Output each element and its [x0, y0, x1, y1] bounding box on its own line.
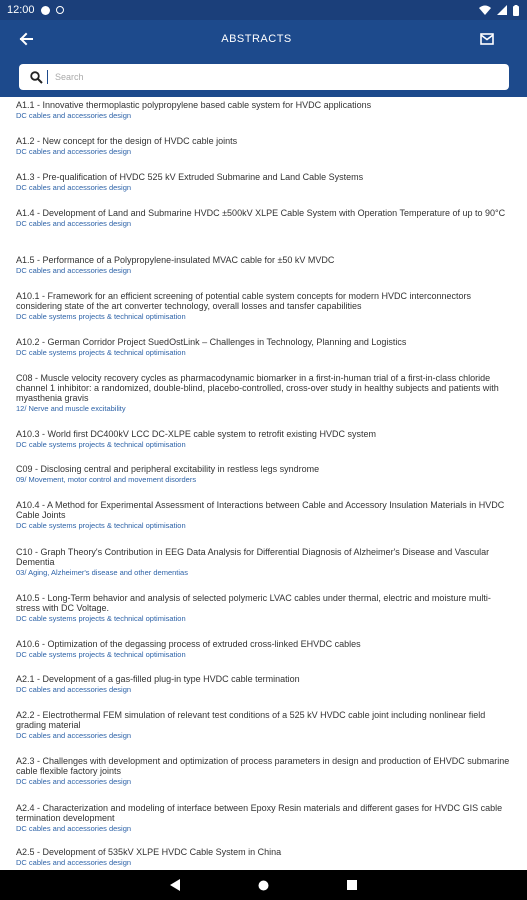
abstract-title: A10.5 - Long-Term behavior and analysis of selected polymeric LVAC cables under thermal, electric and moisture multi-stress with DC Voltage. [16, 593, 491, 613]
abstract-category: 03/ Aging, Alzheimer's disease and other dementias [16, 568, 188, 577]
wifi-icon [479, 5, 491, 15]
abstract-list-item[interactable] [0, 337, 527, 358]
abstract-title: A1.4 - Development of Land and Submarine HVDC ±500kV XLPE Cable System with Operation Temperature of up to 90°C [16, 208, 506, 218]
abstract-title: C10 - Graph Theory's Contribution in EEG Data Analysis for Differential Diagnosis of Alzheimer's Disease and Vascular Dementia [16, 547, 490, 567]
back-button[interactable] [6, 20, 46, 57]
nav-home-button[interactable] [254, 875, 274, 895]
abstract-list-item[interactable] [0, 639, 527, 660]
nav-back-button[interactable] [166, 875, 186, 895]
abstract-category: DC cables and accessories design [16, 266, 132, 275]
abstract-list-item[interactable] [0, 373, 527, 414]
mail-icon [480, 33, 494, 45]
abstract-list-item[interactable] [0, 756, 527, 787]
abstract-title: A2.3 - Challenges with development and optimization of process parameters in design and production of EHVDC submarine cable flexible factory joints [16, 756, 510, 776]
abstract-category: DC cables and accessories design [16, 824, 132, 833]
search-bar-container [0, 57, 527, 97]
abstract-title: A1.3 - Pre-qualification of HVDC 525 kV Extruded Submarine and Land Cable Systems [16, 172, 364, 182]
abstract-title: A2.2 - Electrothermal FEM simulation of relevant test conditions of a 525 kV HVDC cable joint including nonlinear field grading material [16, 710, 486, 730]
abstract-category: DC cables and accessories design [16, 183, 132, 192]
page-title: ABSTRACTS [221, 32, 292, 45]
abstract-category: DC cables and accessories design [16, 858, 132, 867]
abstract-list-item[interactable] [0, 500, 527, 531]
abstract-title: C08 - Muscle velocity recovery cycles as pharmacodynamic biomarker in a first-in-human trial of a first-in-class chloride channel 1 inhibitor: a randomized, double-blind, placebo-controlled, cross-over study in healthy subjects and patients with myasthenia gravis [16, 373, 499, 403]
abstract-category: DC cables and accessories design [16, 731, 132, 740]
abstract-list-item[interactable] [0, 255, 527, 276]
abstract-category: DC cable systems projects & technical optimisation [16, 440, 186, 449]
abstract-category: 12/ Nerve and muscle excitability [16, 404, 126, 413]
abstract-title: A10.1 - Framework for an efficient screening of potential cable system concepts for modern HVDC interconnectors considering state of the art converter technology, overall losses and tansfer capabilities [16, 291, 472, 311]
sync-icon [56, 6, 64, 14]
abstract-list-item[interactable] [0, 803, 527, 834]
abstract-title: A2.5 - Development of 535kV XLPE HVDC Cable System in China [16, 847, 282, 857]
search-icon [25, 71, 47, 84]
abstract-title: A2.4 - Characterization and modeling of interface between Epoxy Resin materials and different gases for HVDC GIS cable termination development [16, 803, 503, 823]
text-cursor [47, 70, 48, 84]
square-recent-icon [347, 880, 357, 890]
abstract-list-item[interactable] [0, 593, 527, 624]
abstract-category: DC cable systems projects & technical optimisation [16, 614, 186, 623]
abstract-title: A10.3 - World first DC400kV LCC DC-XLPE cable system to retrofit existing HVDC system [16, 429, 376, 439]
abstract-title: A10.6 - Optimization of the degassing process of extruded cross-linked EHVDC cables [16, 639, 361, 649]
triangle-back-icon [170, 879, 181, 891]
abstract-list-item[interactable] [0, 429, 527, 450]
abstract-title: A2.1 - Development of a gas-filled plug-in type HVDC cable termination [16, 674, 300, 684]
abstract-category: DC cables and accessories design [16, 147, 132, 156]
abstract-list-item[interactable] [0, 100, 527, 121]
abstract-title: A10.4 - A Method for Experimental Assessment of Interactions between Cable and Accessory Insulation Materials in HVDC Cable Joints [16, 500, 505, 520]
abstract-list-item[interactable] [0, 710, 527, 741]
abstract-list-item[interactable] [0, 136, 527, 157]
abstract-category: 09/ Movement, motor control and movement disorders [16, 475, 197, 484]
nav-recent-button[interactable] [342, 875, 362, 895]
abstract-category: DC cable systems projects & technical optimisation [16, 348, 186, 357]
abstract-list-item[interactable] [0, 208, 527, 229]
abstract-category: DC cables and accessories design [16, 777, 132, 786]
abstract-list-item[interactable] [0, 547, 527, 578]
abstract-list-item[interactable] [0, 291, 527, 322]
abstract-category: DC cables and accessories design [16, 111, 132, 120]
abstract-list-item[interactable] [0, 464, 527, 485]
abstract-title: A1.5 - Performance of a Polypropylene-insulated MVAC cable for ±50 kV MVDC [16, 255, 335, 265]
abstract-category: DC cables and accessories design [16, 685, 132, 694]
abstract-title: C09 - Disclosing central and peripheral excitability in restless legs syndrome [16, 464, 320, 474]
abstract-category: DC cables and accessories design [16, 219, 132, 228]
abstract-title: A10.2 - German Corridor Project SuedOstLink – Challenges in Technology, Planning and Logistics [16, 337, 407, 347]
cellular-signal-icon [497, 5, 507, 15]
search-box[interactable] [19, 64, 509, 90]
abstract-list-item[interactable] [0, 172, 527, 193]
abstract-category: DC cable systems projects & technical optimisation [16, 312, 186, 321]
abstract-category: DC cable systems projects & technical optimisation [16, 521, 186, 530]
circle-home-icon [258, 880, 269, 891]
battery-icon [513, 5, 519, 16]
abstract-list-item[interactable] [0, 847, 527, 868]
abstract-title: A1.2 - New concept for the design of HVDC cable joints [16, 136, 238, 146]
search-input[interactable] [53, 71, 477, 83]
abstract-list-item[interactable] [0, 674, 527, 695]
app-bar [0, 20, 527, 57]
status-bar [0, 0, 527, 20]
system-nav-bar [0, 870, 527, 900]
arrow-left-icon [19, 32, 33, 46]
abstract-title: A1.1 - Innovative thermoplastic polypropylene based cable system for HVDC applications [16, 100, 372, 110]
mail-button[interactable] [467, 20, 507, 57]
status-time: 12:00 [7, 4, 35, 16]
abstract-category: DC cable systems projects & technical optimisation [16, 650, 186, 659]
abstract-list[interactable] [0, 97, 527, 870]
notification-dot-icon [41, 6, 50, 15]
